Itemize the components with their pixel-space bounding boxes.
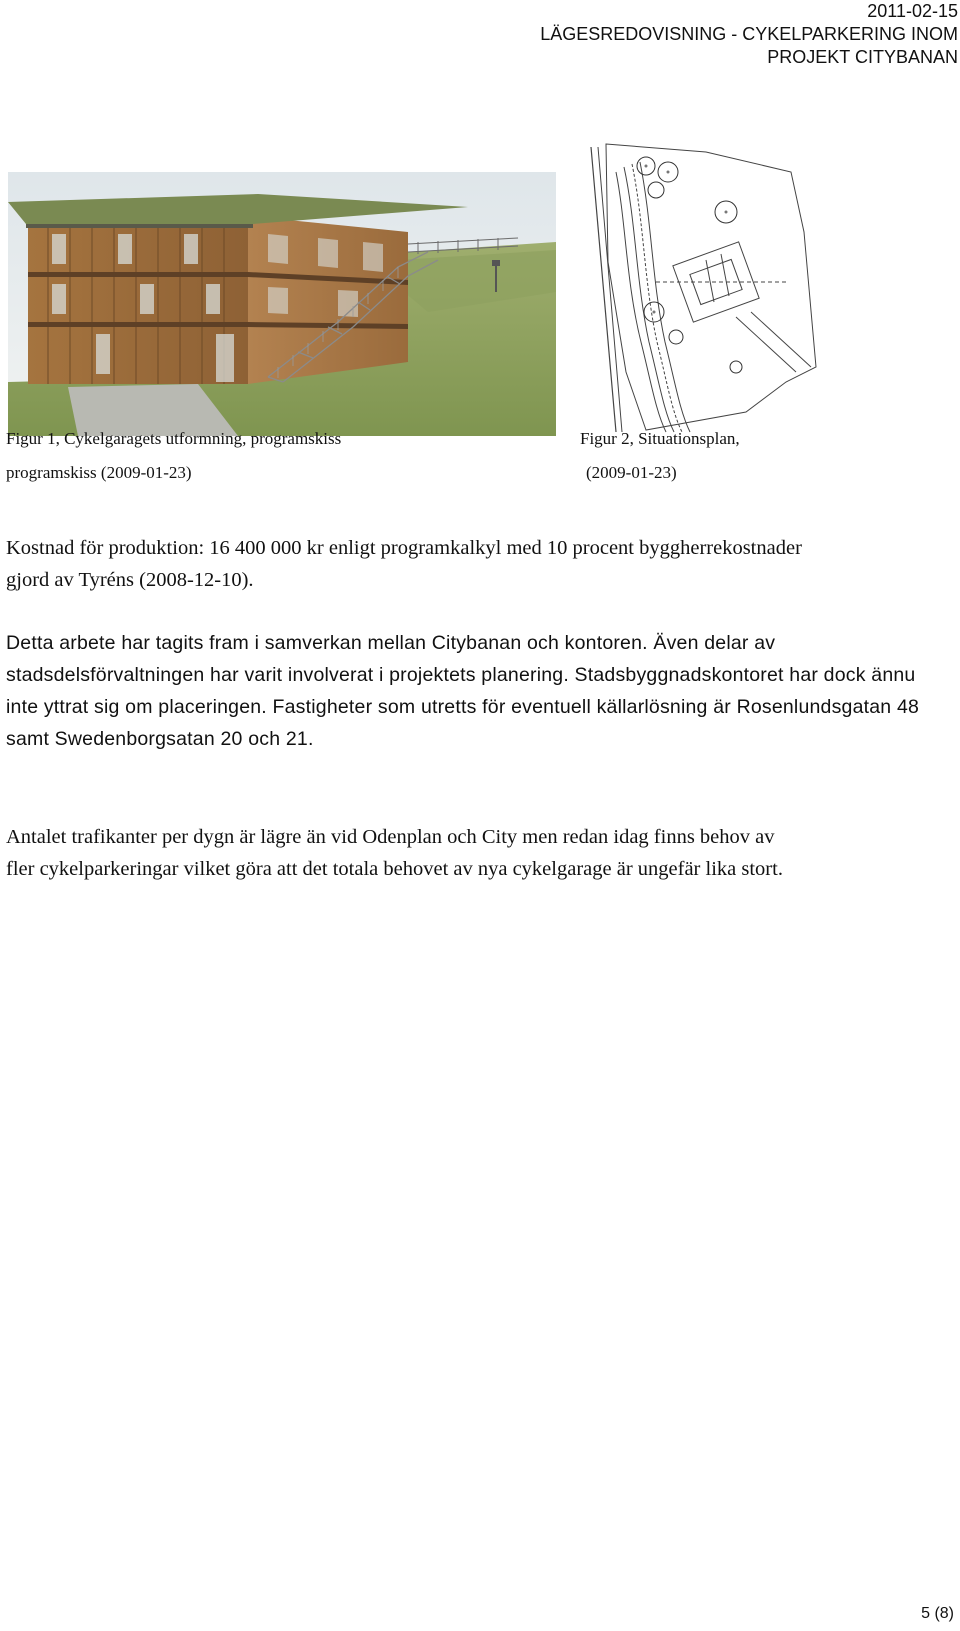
figure-1-caption-line2: programskiss (2009-01-23): [6, 463, 192, 482]
paragraph-collaboration: Detta arbete har tagits fram i samverkan mellan Citybanan och kontoren. Även delar av stadsdelsförvaltningen har varit involverat i projektets planering. Stadsbyggnadskontoret har dock ännu inte yttrat sig om placeringen. Fastigheter som utretts för eventuell källarlösning är Rosenlundsgatan 48 samt Swedenborgsatan 20 och 21.: [6, 632, 920, 750]
header-date: 2011-02-15: [867, 1, 958, 21]
header-title-line2: PROJEKT CITYBANAN: [767, 47, 958, 67]
figure-2-site-plan: [586, 142, 832, 436]
figure-1-building-rendering: [8, 172, 556, 436]
figure-2-caption-line2: (2009-01-23): [586, 463, 677, 482]
figure-1-caption-line1: Figur 1, Cykelgaragets utformning, programskiss: [6, 429, 342, 448]
page-header: [540, 0, 958, 69]
paragraph-traffic: Antalet trafikanter per dygn är lägre än vid Odenplan och City men redan idag finns behov av fler cykelparkeringar vilket göra att det totala behovet av nya cykelgarage är ungefär lika stort.: [6, 826, 783, 880]
figure-2-caption-line1: Figur 2, Situationsplan,: [580, 429, 740, 448]
header-title-line1: LÄGESREDOVISNING - CYKELPARKERING INOM: [540, 24, 958, 44]
page-number: 5 (8): [921, 1605, 954, 1622]
paragraph-cost: Kostnad för produktion: 16 400 000 kr enligt programkalkyl med 10 procent byggherrekostnader gjord av Tyréns (2008-12-10).: [6, 537, 802, 591]
